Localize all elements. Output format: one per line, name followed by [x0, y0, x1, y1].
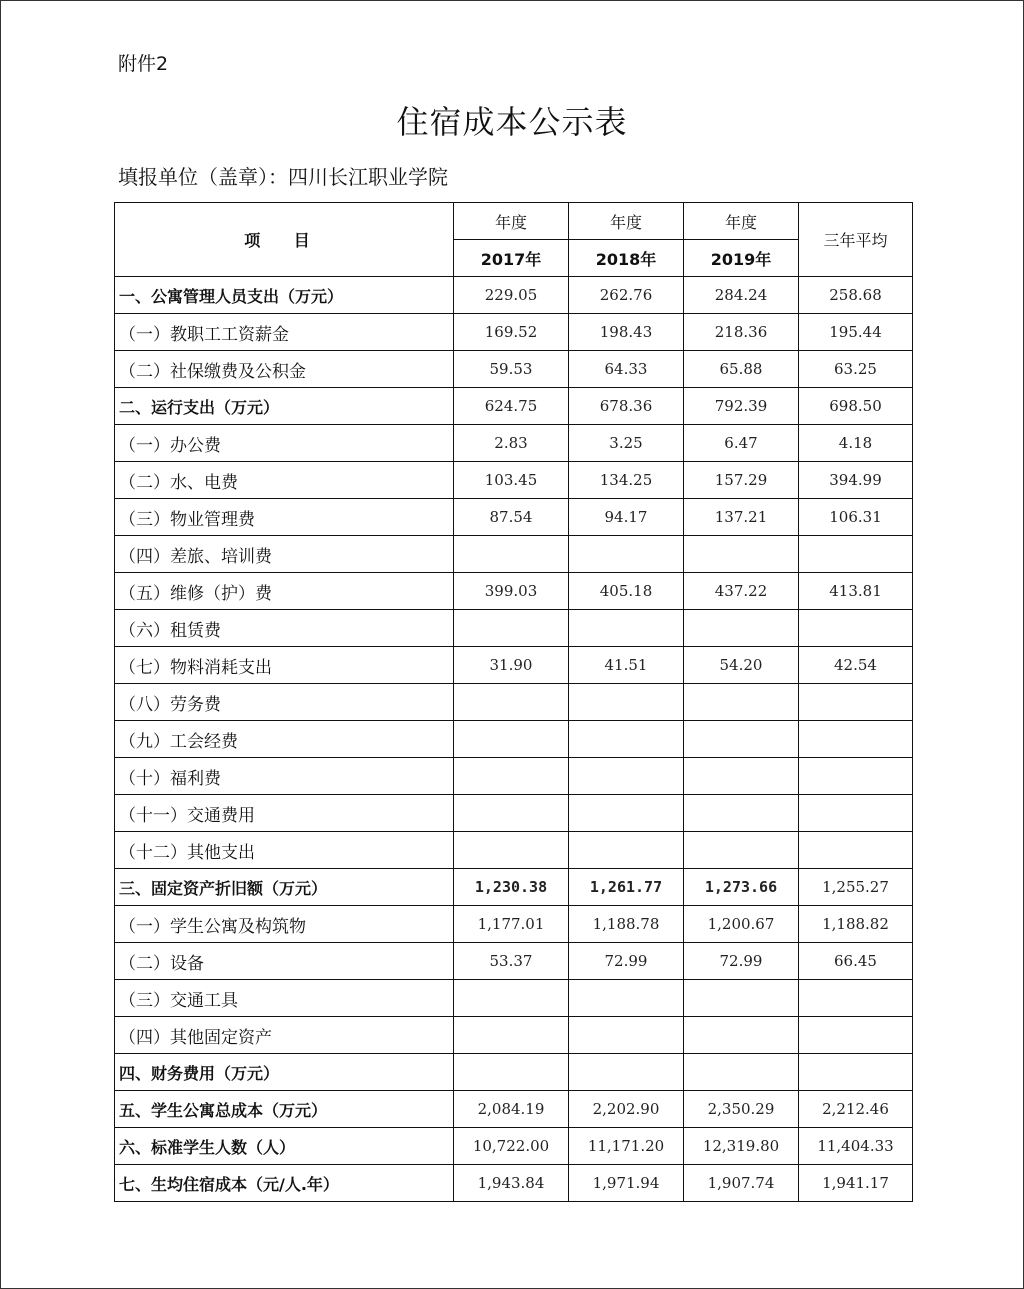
- value-average: 42.54: [799, 647, 913, 684]
- row-label: （四）其他固定资产: [115, 1017, 454, 1054]
- value-average: 106.31: [799, 499, 913, 536]
- value-2018: 134.25: [569, 462, 684, 499]
- value-2019: [684, 1017, 799, 1054]
- row-label: （六）租赁费: [115, 610, 454, 647]
- value-2018: 262.76: [569, 277, 684, 314]
- value-2018: 3.25: [569, 425, 684, 462]
- value-2017: 1,230.38: [454, 869, 569, 906]
- cost-table: [114, 202, 913, 1202]
- value-2019: 1,907.74: [684, 1165, 799, 1202]
- row-label: （二）设备: [115, 943, 454, 980]
- table-row: [115, 573, 913, 610]
- table-body: [115, 277, 913, 1202]
- table-row: [115, 499, 913, 536]
- value-2018: 1,188.78: [569, 906, 684, 943]
- value-2018: 1,261.77: [569, 869, 684, 906]
- value-2017: 53.37: [454, 943, 569, 980]
- header-row-1: [115, 203, 913, 240]
- value-2019: [684, 536, 799, 573]
- value-2017: 399.03: [454, 573, 569, 610]
- value-2017: [454, 795, 569, 832]
- table-row: [115, 536, 913, 573]
- table-row: [115, 388, 913, 425]
- value-2019: [684, 832, 799, 869]
- value-2019: 792.39: [684, 388, 799, 425]
- value-2017: [454, 1054, 569, 1091]
- value-2017: 103.45: [454, 462, 569, 499]
- value-2018: 405.18: [569, 573, 684, 610]
- value-average: [799, 684, 913, 721]
- value-2018: [569, 610, 684, 647]
- value-average: 1,941.17: [799, 1165, 913, 1202]
- header-year-label-2019: 年度: [684, 203, 799, 240]
- header-item: 项 目: [115, 203, 454, 277]
- value-2017: 59.53: [454, 351, 569, 388]
- value-average: [799, 1017, 913, 1054]
- row-label: （七）物料消耗支出: [115, 647, 454, 684]
- table-row: [115, 647, 913, 684]
- value-2018: 41.51: [569, 647, 684, 684]
- header-average: 三年平均: [799, 203, 913, 277]
- row-label: （十）福利费: [115, 758, 454, 795]
- value-2019: 1,273.66: [684, 869, 799, 906]
- value-2019: [684, 721, 799, 758]
- row-label: （五）维修（护）费: [115, 573, 454, 610]
- value-average: [799, 980, 913, 1017]
- row-label: （十一）交通费用: [115, 795, 454, 832]
- value-2018: 198.43: [569, 314, 684, 351]
- table-row: [115, 832, 913, 869]
- value-2017: 624.75: [454, 388, 569, 425]
- value-2017: 2.83: [454, 425, 569, 462]
- value-2019: [684, 758, 799, 795]
- table-row: [115, 943, 913, 980]
- value-2018: 11,171.20: [569, 1128, 684, 1165]
- row-label: （一）教职工工资薪金: [115, 314, 454, 351]
- table-row: [115, 314, 913, 351]
- value-2018: [569, 684, 684, 721]
- value-2018: [569, 721, 684, 758]
- header-year-2019: 2019年: [684, 240, 799, 277]
- value-2017: [454, 832, 569, 869]
- row-label: （一）学生公寓及构筑物: [115, 906, 454, 943]
- value-2017: [454, 1017, 569, 1054]
- row-label: （三）物业管理费: [115, 499, 454, 536]
- row-label: （四）差旅、培训费: [115, 536, 454, 573]
- table-row: [115, 277, 913, 314]
- table-row: [115, 1017, 913, 1054]
- value-2019: [684, 980, 799, 1017]
- value-2019: 2,350.29: [684, 1091, 799, 1128]
- page-title: 住宿成本公示表: [396, 103, 628, 141]
- value-average: [799, 721, 913, 758]
- value-2017: 169.52: [454, 314, 569, 351]
- value-2018: [569, 795, 684, 832]
- value-2017: 1,177.01: [454, 906, 569, 943]
- value-2018: [569, 980, 684, 1017]
- row-label: （八）劳务费: [115, 684, 454, 721]
- value-average: 698.50: [799, 388, 913, 425]
- value-average: [799, 832, 913, 869]
- value-average: 258.68: [799, 277, 913, 314]
- table-row: [115, 980, 913, 1017]
- value-2018: [569, 1054, 684, 1091]
- table-row: [115, 684, 913, 721]
- value-2017: 1,943.84: [454, 1165, 569, 1202]
- value-2017: [454, 684, 569, 721]
- table-row: [115, 906, 913, 943]
- table-row: [115, 1128, 913, 1165]
- value-average: 413.81: [799, 573, 913, 610]
- table-row: [115, 351, 913, 388]
- value-2017: [454, 536, 569, 573]
- value-2018: 2,202.90: [569, 1091, 684, 1128]
- value-2017: 2,084.19: [454, 1091, 569, 1128]
- value-2019: 65.88: [684, 351, 799, 388]
- value-2017: 31.90: [454, 647, 569, 684]
- value-2018: 94.17: [569, 499, 684, 536]
- value-2019: 12,319.80: [684, 1128, 799, 1165]
- value-2017: [454, 758, 569, 795]
- value-2018: 64.33: [569, 351, 684, 388]
- value-2018: 678.36: [569, 388, 684, 425]
- row-label: 三、固定资产折旧额（万元）: [115, 869, 454, 906]
- table-row: [115, 425, 913, 462]
- row-label: 二、运行支出（万元）: [115, 388, 454, 425]
- value-2019: 72.99: [684, 943, 799, 980]
- row-label: （一）办公费: [115, 425, 454, 462]
- value-2019: 284.24: [684, 277, 799, 314]
- value-average: 66.45: [799, 943, 913, 980]
- table-row: [115, 869, 913, 906]
- value-2018: [569, 832, 684, 869]
- value-average: 394.99: [799, 462, 913, 499]
- row-label: （十二）其他支出: [115, 832, 454, 869]
- header-year-2018: 2018年: [569, 240, 684, 277]
- value-average: [799, 758, 913, 795]
- value-2019: 137.21: [684, 499, 799, 536]
- table-row: [115, 721, 913, 758]
- value-2018: [569, 758, 684, 795]
- value-2019: 218.36: [684, 314, 799, 351]
- value-average: 195.44: [799, 314, 913, 351]
- value-2019: 1,200.67: [684, 906, 799, 943]
- row-label: 五、学生公寓总成本（万元）: [115, 1091, 454, 1128]
- value-average: [799, 1054, 913, 1091]
- value-average: [799, 536, 913, 573]
- value-2019: [684, 610, 799, 647]
- row-label: （二）水、电费: [115, 462, 454, 499]
- row-label: （九）工会经费: [115, 721, 454, 758]
- table-row: [115, 610, 913, 647]
- value-2019: [684, 684, 799, 721]
- row-label: 六、标准学生人数（人）: [115, 1128, 454, 1165]
- reporting-unit: 填报单位（盖章）：四川长江职业学院: [118, 165, 448, 189]
- value-2019: 6.47: [684, 425, 799, 462]
- value-2017: [454, 721, 569, 758]
- value-2017: [454, 610, 569, 647]
- value-2017: 10,722.00: [454, 1128, 569, 1165]
- row-label: （二）社保缴费及公积金: [115, 351, 454, 388]
- table-row: [115, 795, 913, 832]
- table-row: [115, 462, 913, 499]
- row-label: 七、生均住宿成本（元/人.年）: [115, 1165, 454, 1202]
- value-2019: 437.22: [684, 573, 799, 610]
- value-average: [799, 610, 913, 647]
- attachment-label: 附件2: [118, 53, 169, 75]
- header-year-2017: 2017年: [454, 240, 569, 277]
- value-2017: 87.54: [454, 499, 569, 536]
- value-average: 4.18: [799, 425, 913, 462]
- header-year-label-2018: 年度: [569, 203, 684, 240]
- value-2019: [684, 795, 799, 832]
- table-row: [115, 1054, 913, 1091]
- row-label: （三）交通工具: [115, 980, 454, 1017]
- header-year-label-2017: 年度: [454, 203, 569, 240]
- value-2018: 72.99: [569, 943, 684, 980]
- value-average: 1,255.27: [799, 869, 913, 906]
- value-2018: 1,971.94: [569, 1165, 684, 1202]
- row-label: 一、公寓管理人员支出（万元）: [115, 277, 454, 314]
- value-2019: 54.20: [684, 647, 799, 684]
- table-row: [115, 1091, 913, 1128]
- value-2018: [569, 536, 684, 573]
- value-2019: 157.29: [684, 462, 799, 499]
- value-average: 11,404.33: [799, 1128, 913, 1165]
- value-average: 1,188.82: [799, 906, 913, 943]
- value-average: 63.25: [799, 351, 913, 388]
- value-2018: [569, 1017, 684, 1054]
- row-label: 四、财务费用（万元）: [115, 1054, 454, 1091]
- value-average: 2,212.46: [799, 1091, 913, 1128]
- value-2017: 229.05: [454, 277, 569, 314]
- value-2017: [454, 980, 569, 1017]
- value-average: [799, 795, 913, 832]
- table-row: [115, 1165, 913, 1202]
- table-row: [115, 758, 913, 795]
- value-2019: [684, 1054, 799, 1091]
